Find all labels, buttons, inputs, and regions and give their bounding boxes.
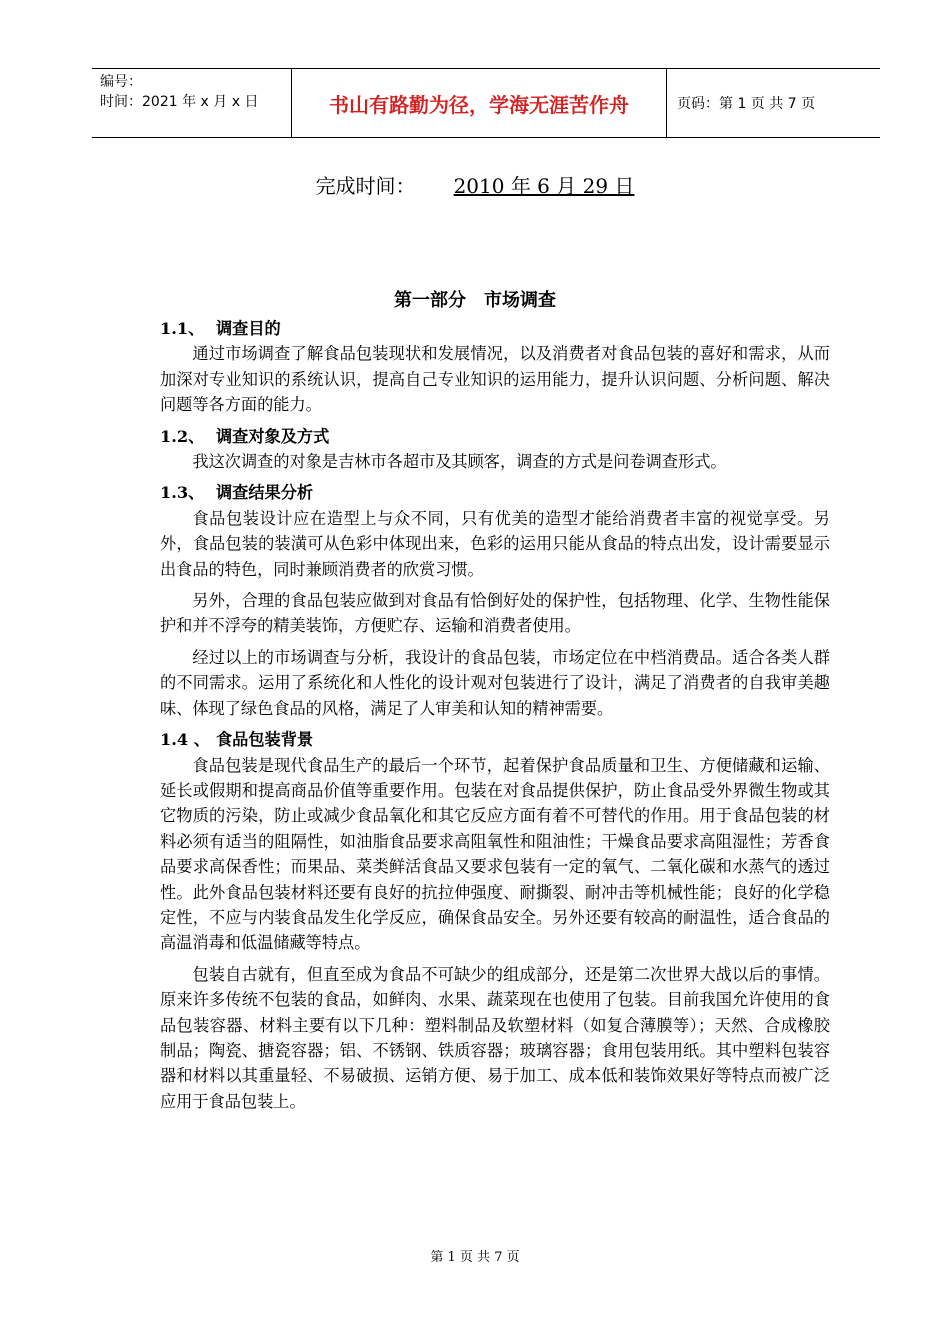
section-heading bbox=[160, 480, 830, 505]
section-heading-text: 调查目的 bbox=[216, 319, 281, 338]
completion-label: 完成时间： bbox=[315, 174, 416, 198]
header-motto: 书山有路勤为径，学海无涯苦作舟 bbox=[292, 69, 667, 137]
paragraph: 食品包装设计应在造型上与众不同，只有优美的造型才能给消费者丰富的视觉享受。另外，食品包装的装潢可从色彩中体现出来，色彩的运用只能从食品的特点出发，设计需要显示出食品的特色，同时兼顾消费者的欣赏习惯。 bbox=[160, 508, 830, 579]
paragraph: 我这次调查的对象是吉林市各超市及其顾客，调查的方式是问卷调查形式。 bbox=[192, 452, 727, 472]
header-info bbox=[92, 69, 292, 137]
paragraph: 包装自古就有，但直至成为食品不可缺少的组成部分，还是第二次世界大战以后的事情。原来许多传统不包装的食品，如鲜肉、水果、蔬菜现在也使用了包装。目前我国允许使用的食品包装容器、材料主要有以下几种：塑料制品及软塑材料（如复合薄膜等）；天然、合成橡胶制品；陶瓷、搪瓷容器；铝、不锈钢、铁质容器；玻璃容器；食用包装用纸。其中塑料包装容器和材料以其重量轻、不易破损、运销方便、易于加工、成本低和装饰效果好等特点而被广泛应用于食品包装上。 bbox=[160, 964, 830, 1111]
header-page-label: 页码：第 1 页 共 7 页 bbox=[677, 96, 816, 112]
paragraph: 经过以上的市场调查与分析，我设计的食品包装，市场定位在中档消费品。适合各类人群的不同需求。运用了系统化和人性化的设计观对包装进行了设计，满足了消费者的自我审美趣味、体现了绿色食品的风格，满足了人审美和认知的精神需要。 bbox=[160, 647, 830, 718]
section-heading bbox=[160, 727, 830, 752]
section-heading-text: 调查对象及方式 bbox=[216, 426, 330, 446]
section-number: 1.2、 bbox=[160, 426, 205, 446]
paragraph: 食品包装是现代食品生产的最后一个环节，起着保护食品质量和卫生、方便储藏和运输、延长或假期和提高商品价值等重要作用。包装在对食品提供保护，防止食品受外界微生物或其它物质的污染，防止或减少食品氧化和其它反应方面有着不可替代的作用。用于食品包装的材料必须有适当的阻隔性，如油脂食品要求高阻氧性和阻油性；干燥食品要求高阻湿性；芳香食品要求高保香性；而果品、菜类鲜活食品又要求包装有一定的氧气、二氧化碳和水蒸气的透过性。此外食品包装材料还要有良好的抗拉伸强度、耐撕裂、耐冲击等机械性能；良好的化学稳定性，不应与内装食品发生化学反应，确保食品安全。另外还要有较高的耐温性，适合食品的高温消毒和低温储藏等特点。 bbox=[160, 755, 830, 953]
paragraph: 通过市场调查了解食品包装现状和发展情况，以及消费者对食品包装的喜好和需求，从而加深对专业知识的系统认识，提高自己专业知识的运用能力，提升认识问题、分析问题、解决问题等各方面的能力。 bbox=[160, 344, 830, 415]
page-footer: 第 1 页 共 7 页 bbox=[430, 1250, 520, 1265]
section-heading-text: 调查结果分析 bbox=[216, 483, 314, 503]
paragraph: 另外，合理的食品包装应做到对食品有恰倒好处的保护性，包括物理、化学、生物性能保护和并不浮夸的精美装饰，方便贮存、运输和消费者使用。 bbox=[160, 591, 830, 636]
completion-date: 2010 年 6 月 29 日 bbox=[453, 174, 635, 198]
section-heading-text: 食品包装背景 bbox=[216, 730, 314, 750]
time-label: 时间：2021 年 x 月 x 日 bbox=[100, 94, 259, 110]
section-number: 1.3、 bbox=[160, 483, 205, 503]
serial-label: 编号： bbox=[100, 74, 142, 90]
section-title: 第一部分 市场调查 bbox=[394, 290, 556, 311]
section-number: 1.4 、 bbox=[160, 730, 210, 750]
document-body bbox=[160, 316, 830, 1120]
section-heading bbox=[160, 316, 830, 341]
completion-time bbox=[0, 170, 950, 199]
page-header bbox=[92, 68, 880, 138]
section-heading bbox=[160, 424, 830, 449]
section-number: 1.1、 bbox=[160, 319, 205, 338]
